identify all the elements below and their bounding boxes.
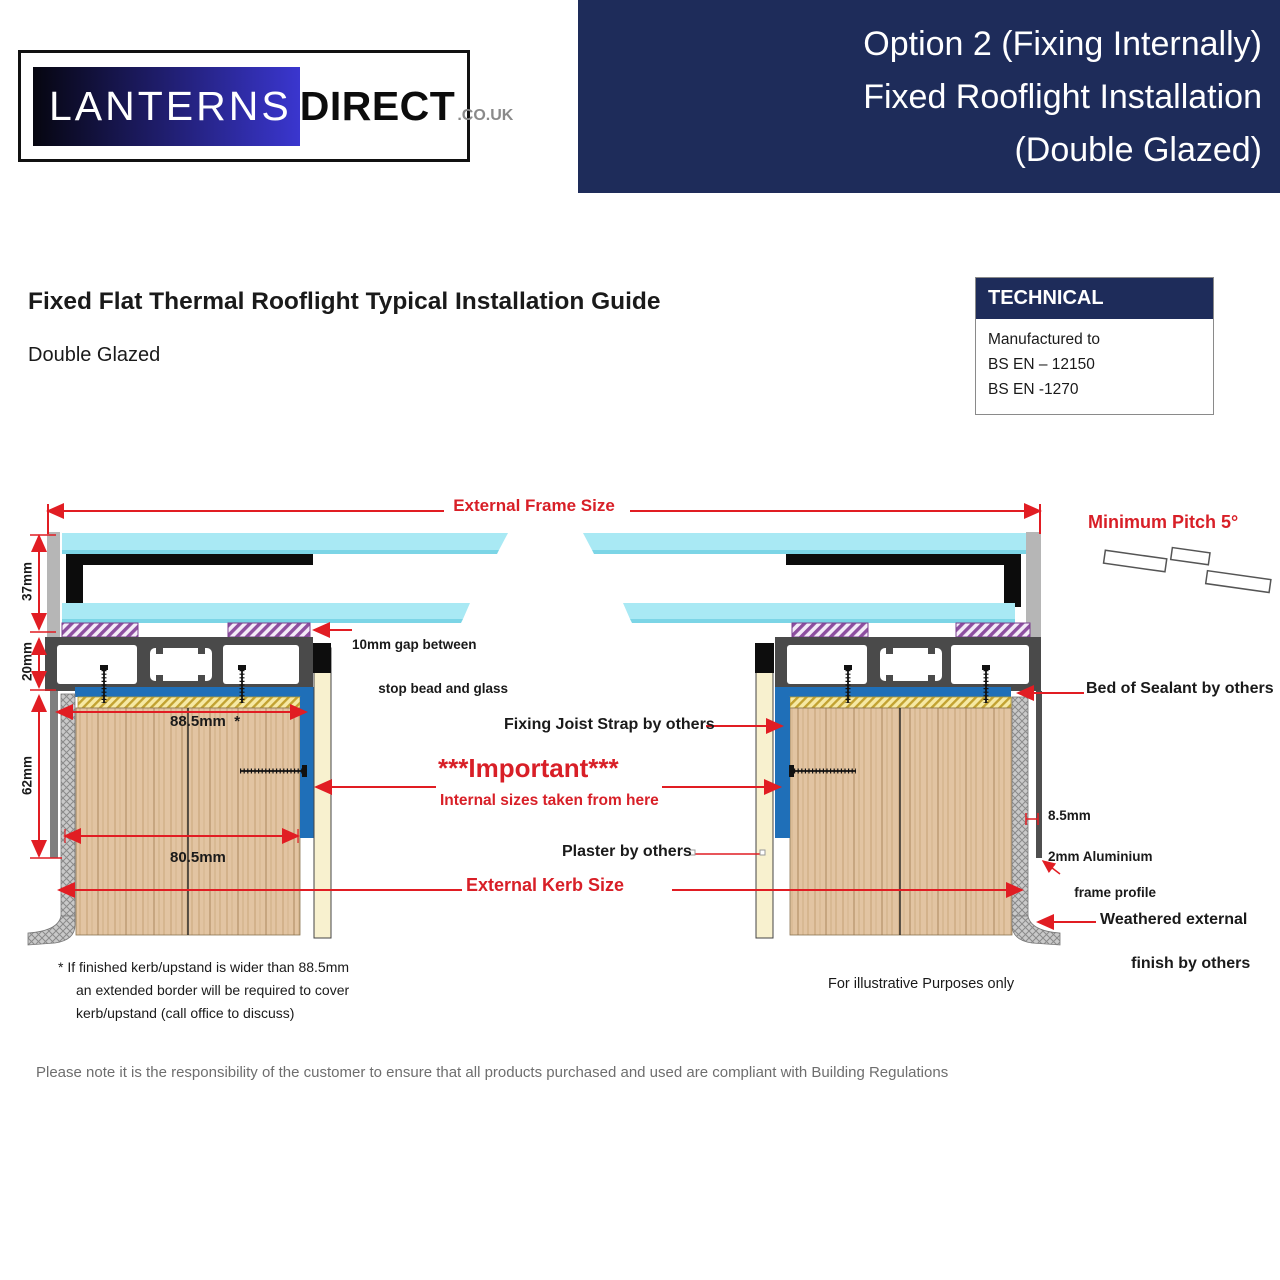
footnote-line-2: an extended border will be required to cover <box>76 982 350 998</box>
weathered-finish-label <box>1100 909 1250 975</box>
left-plaster-cap <box>313 643 331 673</box>
left-frame-chamber-inner <box>223 645 299 684</box>
left-weathered-finish-foot <box>28 916 75 945</box>
banner-line-3: (Double Glazed) <box>1014 131 1262 169</box>
dim-805mm-label: 80.5mm <box>170 849 226 866</box>
lanterns-direct-logo <box>18 50 514 162</box>
left-stop-bead-outer <box>62 623 138 637</box>
right-timber-kerb <box>790 708 1012 935</box>
minimum-pitch-label: Minimum Pitch 5° <box>1088 512 1239 532</box>
left-frame-chamber-outer <box>57 645 137 684</box>
bed-of-sealant-label: Bed of Sealant by others <box>1086 680 1274 697</box>
left-outer-frame-cap <box>47 532 60 638</box>
left-top-glass-pane <box>62 533 508 550</box>
minimum-pitch-icon <box>1103 538 1274 592</box>
logo-tld-text: .CO.UK <box>457 106 514 124</box>
right-top-glass-pane <box>583 533 1026 550</box>
right-frame-base-blue <box>775 687 1011 697</box>
right-frame-profile-leg <box>1036 691 1042 858</box>
aluminium-profile-label <box>1048 848 1156 902</box>
dim-20mm-label: 20mm <box>19 641 35 682</box>
right-assembly <box>583 532 1060 945</box>
right-plaster-cap <box>755 643 774 673</box>
logo-right-group <box>300 83 514 130</box>
weathered-label-line-2: finish by others <box>1131 955 1251 972</box>
gap-note-line-1: 10mm gap between <box>352 637 477 652</box>
left-plasterboard <box>314 648 331 938</box>
right-glass-spacer-horizontal <box>786 554 1021 565</box>
right-frame-chamber-inner <box>787 645 867 684</box>
left-sealant-bed <box>78 697 300 708</box>
left-frame-base-blue <box>75 687 315 697</box>
left-frame-profile-leg <box>50 691 58 858</box>
right-stop-bead-inner <box>792 623 868 637</box>
left-bottom-glass-edge <box>62 619 463 623</box>
plaster-label: Plaster by others <box>562 843 692 860</box>
left-glass-spacer-horizontal <box>66 554 313 565</box>
right-plasterboard <box>756 648 773 938</box>
plaster-connector-endpoint <box>760 850 765 855</box>
dim-37mm-label: 37mm <box>19 561 35 602</box>
external-frame-size-label: External Frame Size <box>453 496 615 515</box>
page-subtitle: Double Glazed <box>28 344 161 366</box>
right-bottom-glass-edge <box>630 619 1015 623</box>
illustrative-purposes-label: For illustrative Purposes only <box>828 976 1015 992</box>
important-title-label: ***Important*** <box>438 753 619 783</box>
alu-label-line-1: 2mm Aluminium <box>1048 849 1153 864</box>
dim-85mm-label: 8.5mm <box>1048 808 1091 823</box>
banner-line-2: Fixed Rooflight Installation <box>863 78 1262 116</box>
technical-header: TECHNICAL <box>976 278 1213 319</box>
left-top-glass-edge <box>62 550 499 554</box>
right-bottom-glass-pane <box>623 603 1015 619</box>
right-frame-chamber-outer <box>951 645 1029 684</box>
header-banner <box>578 0 1280 193</box>
left-weathered-finish <box>61 694 75 916</box>
page-title: Fixed Flat Thermal Rooflight Typical Installation Guide <box>28 288 661 315</box>
left-assembly <box>28 532 508 945</box>
left-bottom-glass-pane <box>62 603 470 619</box>
important-subtitle-label: Internal sizes taken from here <box>440 792 659 809</box>
technical-box <box>975 277 1214 415</box>
gap-note-line-2: stop bead and glass <box>378 681 509 696</box>
left-stop-bead-inner <box>228 623 310 637</box>
right-weathered-finish <box>1012 697 1028 916</box>
footnote-line-3: kerb/upstand (call office to discuss) <box>76 1005 295 1021</box>
technical-body <box>976 319 1213 414</box>
right-weathered-finish-foot <box>1012 916 1060 945</box>
logo-lanterns-text: LANTERNS <box>33 67 300 146</box>
right-top-glass-edge <box>592 550 1026 554</box>
right-outer-frame-cap <box>1026 532 1041 638</box>
weathered-label-line-1: Weathered external <box>1100 911 1248 928</box>
technical-line-2: BS EN – 12150 <box>988 356 1095 373</box>
fixing-joist-strap-label: Fixing Joist Strap by others <box>504 716 715 733</box>
dim-885mm-label: 88.5mm * <box>170 713 241 730</box>
technical-line-1: Manufactured to <box>988 331 1101 348</box>
alu-label-line-2: frame profile <box>1074 885 1157 900</box>
right-sealant-bed <box>790 697 1011 708</box>
right-joist-strap <box>775 697 790 838</box>
logo-direct-text: DIRECT <box>299 82 456 129</box>
external-kerb-size-label: External Kerb Size <box>466 875 625 895</box>
footnote-line-1: * If finished kerb/upstand is wider than 88.5mm <box>58 959 350 975</box>
gap-note-label <box>352 634 508 700</box>
technical-line-3: BS EN -1270 <box>988 381 1079 398</box>
right-stop-bead-outer <box>956 623 1030 637</box>
building-regulations-note: Please note it is the responsibility of the customer to ensure that all products purchased and used are compliant with Building Regulations <box>36 1064 949 1081</box>
dim-62mm-label: 62mm <box>19 755 35 796</box>
banner-line-1: Option 2 (Fixing Internally) <box>863 25 1262 63</box>
